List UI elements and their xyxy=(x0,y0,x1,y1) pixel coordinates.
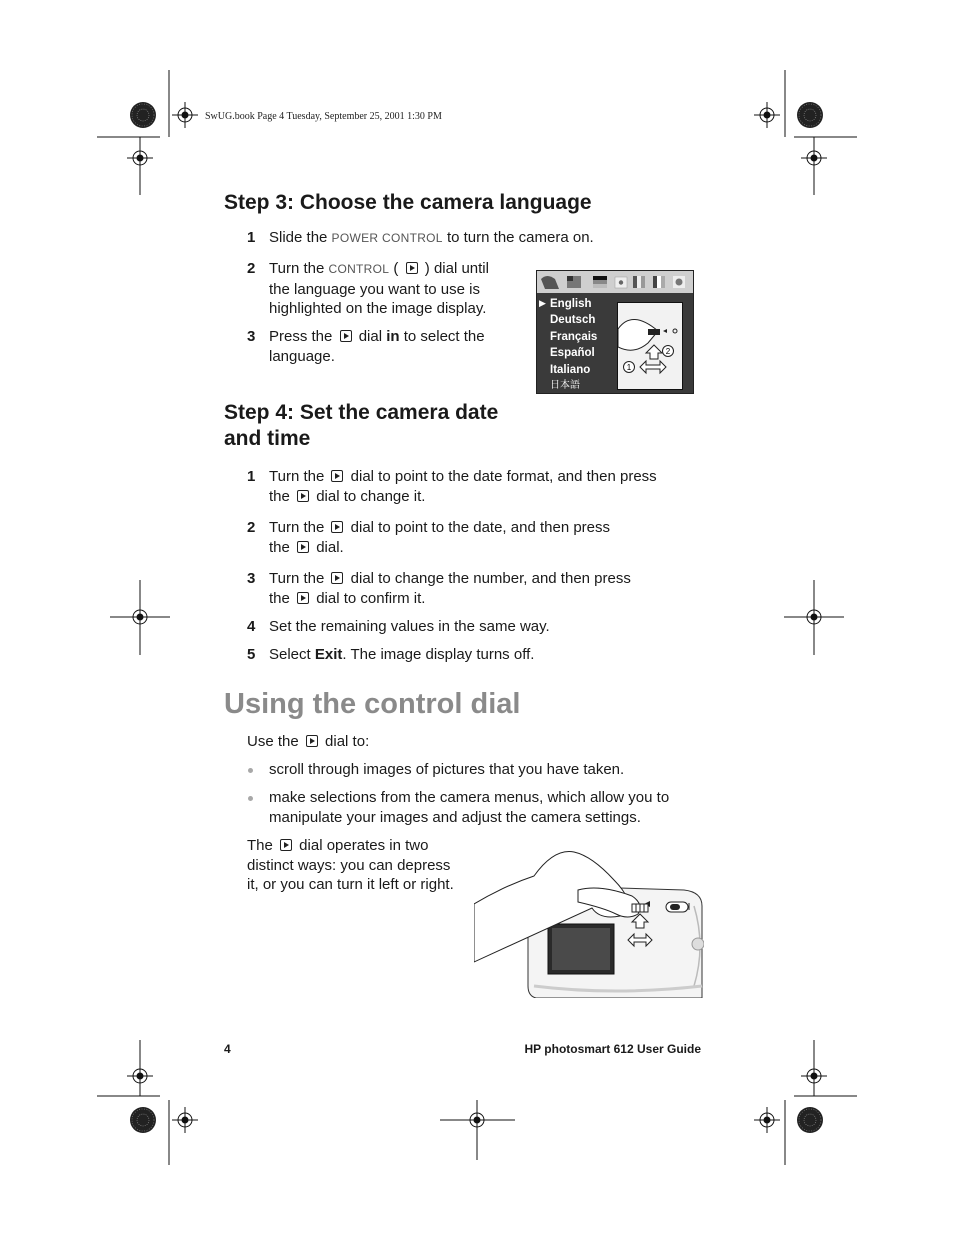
step4-item-3-number: 3 xyxy=(247,570,256,587)
step4-item-2: Turn the dial to point to the date, and then press the dial. xyxy=(269,519,611,556)
language-option: Español xyxy=(550,347,595,360)
step3-heading: Step 3: Choose the camera language xyxy=(224,191,592,214)
step4-item-3: Turn the dial to change the number, and then press the dial to confirm it. xyxy=(269,570,631,607)
registration-mark-icon xyxy=(754,1107,780,1133)
control-dial-icon xyxy=(297,490,309,502)
language-option: Français xyxy=(550,330,598,343)
bullet-icon xyxy=(248,796,253,801)
registration-mark-icon xyxy=(172,102,198,128)
step4-item-2-number: 2 xyxy=(247,519,256,536)
step3-item-1-number: 1 xyxy=(247,229,256,246)
step4-item-1: Turn the dial to point to the date format, and then press the dial to change it. xyxy=(269,468,657,505)
control-dial-icon xyxy=(331,521,343,533)
control-dial-icon xyxy=(297,592,309,604)
control-dial-icon xyxy=(331,572,343,584)
language-option: Italiano xyxy=(550,363,591,376)
selection-arrow-icon: ▶ xyxy=(539,298,546,308)
step4-item-4-number: 4 xyxy=(247,618,256,635)
registration-mark-icon xyxy=(754,102,780,128)
registration-mark-icon xyxy=(172,1107,198,1133)
step4-item-4: Set the remaining values in the same way. xyxy=(269,618,550,635)
control-dial-icon xyxy=(340,330,352,342)
callout-1: 1 xyxy=(626,363,632,372)
section-heading: Using the control dial xyxy=(224,688,521,720)
page-number: 4 xyxy=(224,1042,231,1056)
control-dial-icon xyxy=(280,839,292,851)
language-option: 日本語 xyxy=(550,380,580,392)
language-screen-image xyxy=(536,270,694,394)
dial-description: The dial operates in two distinct ways: you can depress it, or you can turn it left or right. xyxy=(247,837,454,893)
bullet-item: make selections from the camera menus, which allow you to manipulate your images and adjust the camera settings. xyxy=(269,789,670,826)
language-option: English xyxy=(550,298,592,310)
control-dial-icon xyxy=(306,735,318,747)
bullet-item: scroll through images of pictures that you have taken. xyxy=(269,761,625,778)
step4-item-1-number: 1 xyxy=(247,468,256,485)
step4-heading: Step 4: Set the camera date and time xyxy=(224,401,499,450)
step4-item-5-number: 5 xyxy=(247,646,256,663)
flag-strip xyxy=(537,271,693,293)
control-dial-icon xyxy=(331,470,343,482)
star-target-icon xyxy=(797,102,823,128)
control-dial-icon xyxy=(406,262,418,274)
control-dial-icon xyxy=(297,541,309,553)
language-option: Deutsch xyxy=(550,314,596,327)
book-slug: SwUG.book Page 4 Tuesday, September 25, 2001 1:30 PM xyxy=(205,111,442,122)
hand-on-camera-image xyxy=(474,846,704,998)
step3-item-3: Press the dial in to select the language. xyxy=(269,328,485,365)
star-target-icon xyxy=(130,1107,156,1133)
control-dial-intro: Use the dial to: xyxy=(247,733,370,750)
dial-inset-image xyxy=(617,302,683,390)
star-target-icon xyxy=(130,102,156,128)
step3-item-2: Turn the CONTROL ( ) dial until the language you want to use is highlighted on the image display. xyxy=(269,260,489,317)
guide-title: HP photosmart 612 User Guide xyxy=(524,1042,701,1056)
star-target-icon xyxy=(797,1107,823,1133)
step3-item-2-number: 2 xyxy=(247,260,256,277)
callout-2: 2 xyxy=(665,347,671,356)
bullet-icon xyxy=(248,768,253,773)
step3-item-1: Slide the POWER CONTROL to turn the camera on. xyxy=(269,229,594,246)
step3-item-3-number: 3 xyxy=(247,328,256,345)
step4-item-5: Select Exit. The image display turns off. xyxy=(269,646,535,663)
language-list xyxy=(550,296,597,394)
